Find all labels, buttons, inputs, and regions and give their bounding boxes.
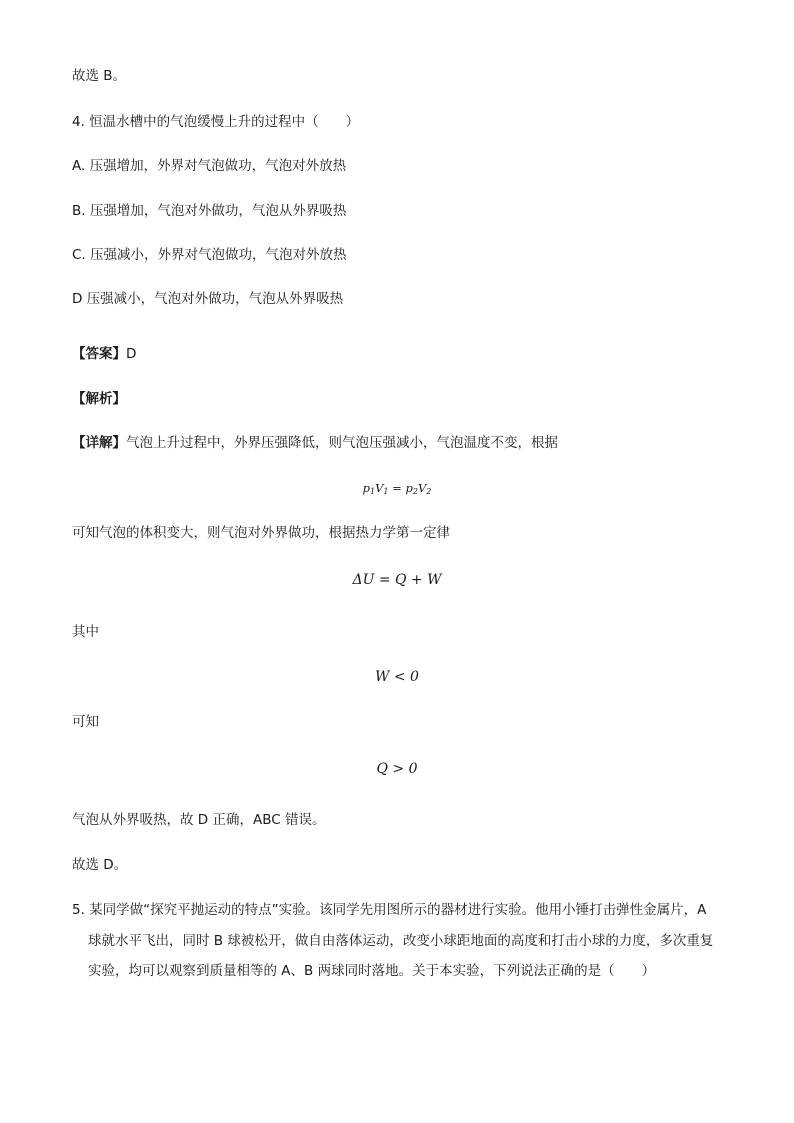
- qizhong-line: 其中: [72, 624, 99, 640]
- analysis-label: 【解析】: [72, 391, 126, 407]
- option-a: A. 压强增加，外界对气泡做功，气泡对外放热: [72, 158, 347, 174]
- final-answer-line: 故选 D。: [72, 857, 128, 873]
- answer-label: 【答案】: [72, 346, 126, 362]
- question-5-line-1: 5. 某同学做“探究平抛运动的特点”实验。该同学先用图所示的器材进行实验。他用小锤打击弹性金属片，A: [72, 902, 707, 918]
- option-b: B. 压强增加，气泡对外做功，气泡从外界吸热: [72, 203, 347, 219]
- answer-value: D: [126, 346, 137, 362]
- answer-line: [72, 344, 136, 364]
- kezhi-line: 可知: [72, 714, 99, 730]
- conclusion-line: 气泡从外界吸热，故 D 正确，ABC 错误。: [72, 812, 326, 828]
- formula-q-positive: Q > 0: [376, 761, 418, 777]
- formula-first-law: ΔU = Q + W: [352, 572, 442, 588]
- volume-increase-line: 可知气泡的体积变大，则气泡对外界做功，根据热力学第一定律: [72, 525, 450, 541]
- question-5-line-2: 球就水平飞出，同时 B 球被松开，做自由落体运动，改变小球距地面的高度和打击小球的力度，多次重复: [88, 933, 714, 949]
- detail-label: 【详解】: [72, 435, 126, 451]
- detail-text: 气泡上升过程中，外界压强降低，则气泡压强减小，气泡温度不变，根据: [126, 435, 558, 451]
- option-c: C. 压强减小，外界对气泡做功，气泡对外放热: [72, 247, 347, 263]
- option-d: D 压强减小，气泡对外做功，气泡从外界吸热: [72, 291, 344, 307]
- formula-w-negative: W < 0: [375, 669, 419, 685]
- question-5-line-3: 实验，均可以观察到质量相等的 A、B 两球同时落地。关于本实验，下列说法正确的是（ ）: [88, 963, 656, 979]
- detail-line: [72, 433, 558, 453]
- formula-boyle: $p_1V_1 = p_2V_2$: [362, 481, 432, 496]
- question-4-stem: 4. 恒温水槽中的气泡缓慢上升的过程中（ ）: [72, 114, 360, 130]
- previous-answer-line: 故选 B。: [72, 68, 127, 84]
